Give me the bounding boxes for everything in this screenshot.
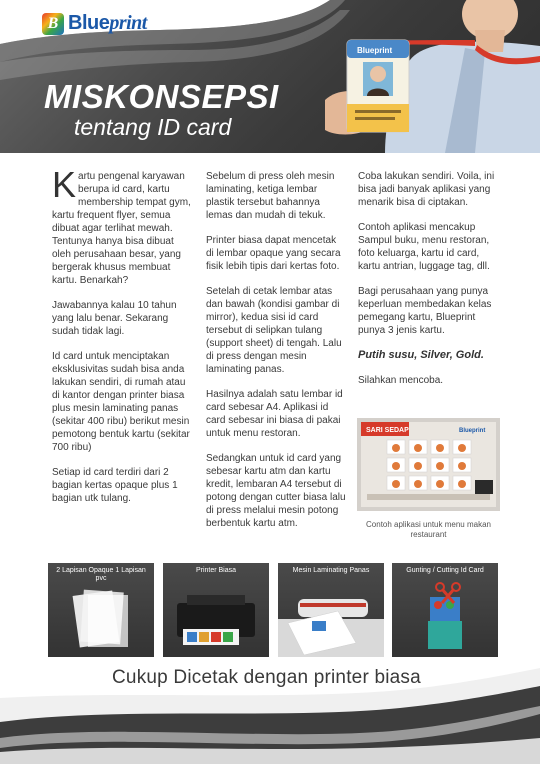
article-paragraph: Id card untuk menciptakan eksklusivitas sudah bisa anda lakukan sendiri, di rumah atau di kantor dengan printer biasa plus mesin laminating panas (sekitar 400 ribu) berikut mesin pemotong bentuk kartu (sekitar 700 ribu)	[52, 351, 190, 453]
article-column-2	[206, 170, 346, 542]
article-paragraph: Hasilnya adalah satu lembar id card sebesar A4. Aplikasi id card sebesar ini biasa di pakai untuk menu restoran.	[206, 389, 343, 439]
article-paragraph: Setelah di cetak lembar atas dan bawah (kondisi gambar di mirror), kedua sisi id card tersebut di selipkan tulang (support sheet) di tengah. Lalu di press dengan mesin laminating panas.	[206, 286, 342, 375]
restaurant-menu-image	[357, 418, 500, 511]
article-paragraph: Contoh aplikasi mencakup Sampul buku, menu restoran, foto keluarga, kartu id card, kartu antrian, luggage tag, dll.	[358, 222, 490, 272]
brand-logo	[42, 12, 147, 35]
gallery-tile-laminator	[278, 563, 384, 657]
laminator-icon	[278, 563, 384, 657]
brand-mark-icon: B	[42, 13, 64, 35]
brand-name	[68, 12, 147, 35]
printer-icon	[163, 563, 269, 657]
process-gallery	[48, 563, 498, 657]
card-types-highlight: Putih susu, Silver, Gold.	[358, 349, 484, 361]
article-paragraph: Kartu pengenal karyawan berupa id card, kartu membership tempat gym, kartu frequent flyer, semua dibuat agar terlihat mewah. Tentunya hanya bisa dibuat oleh perusahaan besar, yang bergerak khusus membuat kartu. Benarkah?	[52, 164, 191, 286]
gallery-label: Printer Biasa	[195, 567, 237, 574]
gallery-tile-printer	[163, 563, 269, 657]
closing-text: Silahkan mencoba.	[358, 375, 444, 386]
article-paragraph: Bagi perusahaan yang punya keperluan membedakan kelas pemegang kartu, Blueprint punya 3 jenis kartu.	[358, 286, 492, 336]
article-paragraph: Printer biasa dapat mencetak di lembar opaque yang secara fisik lebih tipis dari kertas foto.	[206, 235, 341, 272]
restaurant-name: SARI SEDAP	[366, 427, 409, 434]
person-holding-id-card-image	[325, 0, 540, 153]
article-column-3	[358, 170, 500, 399]
id-card-brand: Blueprint	[357, 46, 393, 55]
brand-name-part2: print	[109, 12, 147, 34]
article-paragraph: Jawabannya kalau 10 tahun yang lalu benar. Sekarang sudah tidak lagi.	[52, 300, 177, 337]
restaurant-image-caption: Contoh aplikasi untuk menu makan restaurant	[366, 520, 491, 539]
page-title: MISKONSEPSI	[44, 78, 279, 115]
gallery-tile-opaque	[48, 563, 154, 657]
gallery-label: 2 Lapisan Opaque 1 Lapisan pvc	[56, 567, 146, 582]
opaque-sheets-icon	[48, 563, 154, 657]
header-banner	[0, 0, 540, 153]
article-column-1	[52, 164, 192, 517]
gallery-label: Gunting / Cutting Id Card	[406, 567, 484, 574]
page-subtitle: tentang ID card	[74, 114, 232, 140]
gallery-tile-cutter	[392, 563, 498, 657]
drop-cap: K	[52, 164, 77, 205]
article-paragraph: Sedangkan untuk id card yang sebesar kartu atm dan kartu kredit, lembaran A4 tersebut di potong dengan cutter biasa lalu di press melalui mesin potong berbentuk kartu atm.	[206, 453, 346, 529]
gallery-label: Mesin Laminating Panas	[292, 567, 370, 574]
article-paragraph: Setiap id card terdiri dari 2 bagian kertas opaque plus 1 bagian utk tulang.	[52, 467, 178, 504]
article-paragraph: Coba lakukan sendiri. Voila, ini bisa jadi banyak aplikasi yang menarik bisa di ciptakan.	[358, 171, 495, 208]
article-paragraph: Sebelum di press oleh mesin laminating, ketiga lembar plastik tersebut bahannya lemas dan mudah di tekuk.	[206, 171, 335, 221]
brand-name-part1: Blue	[68, 12, 110, 34]
footer-tagline: Cukup Dicetak dengan printer biasa	[112, 667, 421, 688]
restaurant-image-brand: Blueprint	[459, 428, 486, 434]
cutter-icon	[392, 563, 498, 657]
